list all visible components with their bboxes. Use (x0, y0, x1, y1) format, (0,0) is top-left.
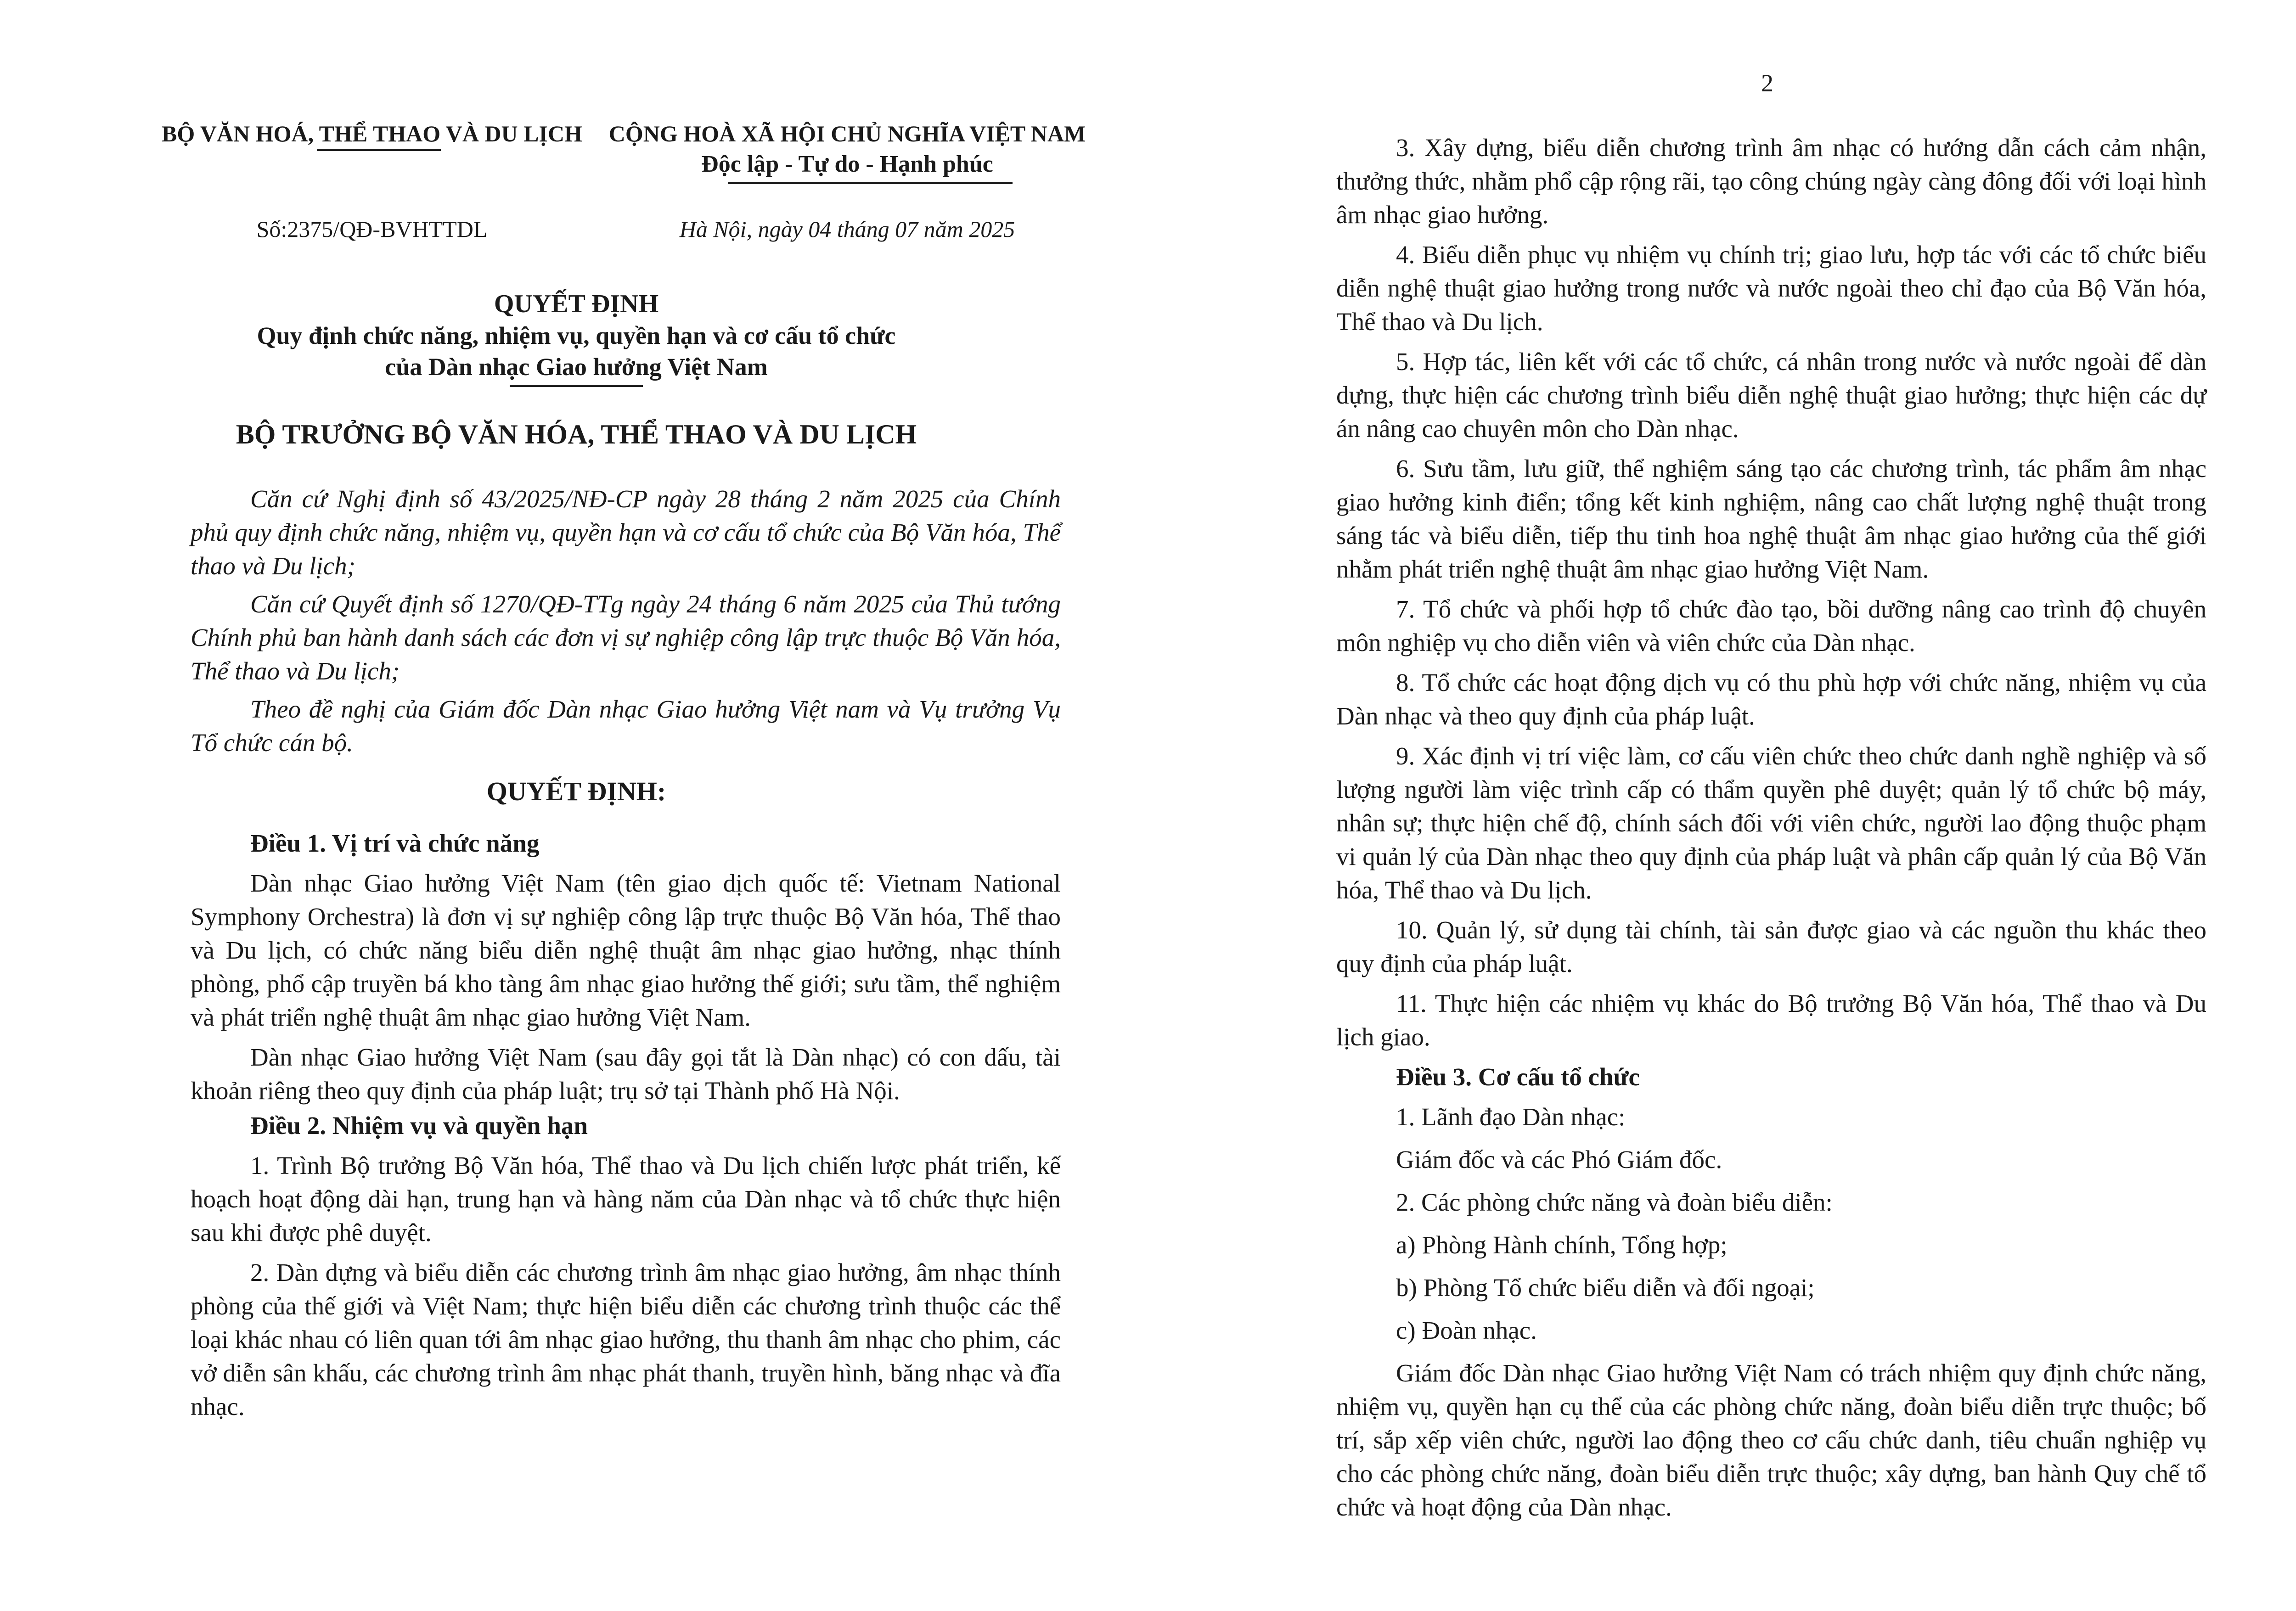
national-motto: Độc lập - Tự do - Hạnh phúc (701, 151, 993, 177)
article-3-line-4: a) Phòng Hành chính, Tổng hợp; (1396, 1231, 1728, 1259)
decision-subtitle-1: Quy định chức năng, nhiệm vụ, quyền hạn và cơ cấu tổ chức (257, 322, 896, 349)
ministry-underline (317, 149, 441, 151)
page-2 (1148, 0, 2296, 1611)
article-3-line-1: 1. Lãnh đạo Dàn nhạc: (1396, 1103, 1626, 1131)
article-2-item-7: 7. Tổ chức và phối hợp tổ chức đào tạo, bồi dưỡng nâng cao trình độ chuyên môn nghiệp vụ cho diễn viên và viên chức của Dàn nhạc. (1336, 595, 2206, 657)
decision-title: QUYẾT ĐỊNH (494, 290, 659, 318)
decision-heading: QUYẾT ĐỊNH: (486, 776, 666, 806)
page-number-2: 2 (1761, 69, 1773, 97)
preamble-basis-2: Căn cứ Quyết định số 1270/QĐ-TTg ngày 24 tháng 6 năm 2025 của Thủ tướng Chính phủ ban hành danh sách các đơn vị sự nghiệp công lập trực thuộc Bộ Văn hóa, Thể thao và Du lịch; (191, 590, 1061, 685)
article-2-item-10: 10. Quản lý, sử dụng tài chính, tài sản được giao và các nguồn thu khác theo quy định của pháp luật. (1336, 916, 2206, 977)
preamble-proposal: Theo đề nghị của Giám đốc Dàn nhạc Giao hưởng Việt nam và Vụ trưởng Vụ Tổ chức cán bộ. (191, 695, 1061, 757)
article-3-line-6: c) Đoàn nhạc. (1396, 1316, 1537, 1344)
preamble-basis-1: Căn cứ Nghị định số 43/2025/NĐ-CP ngày 28 tháng 2 năm 2025 của Chính phủ quy định chức năng, nhiệm vụ, quyền hạn và cơ cấu tổ chức của Bộ Văn hóa, Thể thao và Du lịch; (191, 485, 1061, 580)
article-3-line-2: Giám đốc và các Phó Giám đốc. (1396, 1145, 1722, 1173)
title-underline (510, 385, 643, 387)
article-3-title: Điều 3. Cơ cấu tổ chức (1396, 1063, 1640, 1091)
article-1-title: Điều 1. Vị trí và chức năng (250, 829, 540, 857)
decision-subtitle-2: của Dàn nhạc Giao hưởng Việt Nam (385, 353, 768, 381)
article-2-item-11: 11. Thực hiện các nhiệm vụ khác do Bộ trưởng Bộ Văn hóa, Thể thao và Du lịch giao. (1336, 989, 2206, 1051)
republic-name: CỘNG HOÀ XÃ HỘI CHỦ NGHĨA VIỆT NAM (608, 121, 1086, 146)
article-2-title: Điều 2. Nhiệm vụ và quyền hạn (250, 1111, 588, 1139)
article-2-item-4: 4. Biểu diễn phục vụ nhiệm vụ chính trị; giao lưu, hợp tác với các tổ chức biểu diễn nghệ thuật giao hưởng trong nước và nước ngoài theo chỉ đạo của Bộ Văn hóa, Thể thao và Du lịch. (1336, 241, 2206, 336)
issuing-authority: BỘ TRƯỞNG BỘ VĂN HÓA, THỂ THAO VÀ DU LỊCH (236, 419, 917, 449)
article-3-line-3: 2. Các phòng chức năng và đoàn biểu diễn: (1396, 1188, 1833, 1216)
document-date: Hà Nội, ngày 04 tháng 07 năm 2025 (679, 216, 1015, 242)
article-2-item-5: 5. Hợp tác, liên kết với các tổ chức, cá nhân trong nước và nước ngoài để dàn dựng, thực hiện các chương trình biểu diễn nghệ thuật giao hưởng; thực hiện các dự án nâng cao chuyên môn cho Dàn nhạc. (1336, 348, 2206, 443)
preamble (191, 482, 1061, 759)
motto-underline (728, 182, 1013, 184)
article-2-part-1 (191, 1109, 1061, 1423)
article-2-item-3: 3. Xây dựng, biểu diễn chương trình âm nhạc có hướng dẫn cách cảm nhận, thưởng thức, nhằm phổ cập rộng rãi, tạo công chúng ngày càng đông đối với loại hình âm nhạc giao hưởng. (1336, 134, 2206, 229)
article-1-para-2: Dàn nhạc Giao hưởng Việt Nam (sau đây gọi tắt là Dàn nhạc) có con dấu, tài khoản riêng theo quy định của pháp luật; trụ sở tại Thành phố Hà Nội. (191, 1043, 1061, 1105)
article-3-line-5: b) Phòng Tổ chức biểu diễn và đối ngoại; (1396, 1274, 1815, 1302)
article-2-item-6: 6. Sưu tầm, lưu giữ, thể nghiệm sáng tạo các chương trình, tác phẩm âm nhạc giao hưởng kinh điển; tổng kết kinh nghiệm, nâng cao chất lượng nghệ thuật trong sáng tác và biểu diễn, tiếp thu tinh hoa nghệ thuật âm nhạc giao hưởng của thế giới nhằm phát triển nghệ thuật âm nhạc giao hưởng Việt Nam. (1336, 455, 2206, 583)
article-2-item-9: 9. Xác định vị trí việc làm, cơ cấu viên chức theo chức danh nghề nghiệp và số lượng người làm việc trình cấp có thẩm quyền phê duyệt; quản lý tổ chức bộ máy, nhân sự; thực hiện chế độ, chính sách đối với viên chức, người lao động thuộc phạm vi quản lý của Dàn nhạc theo quy định của pháp luật và phân cấp quản lý của Bộ Văn hóa, Thể thao và Du lịch. (1336, 742, 2206, 904)
document-number: Số:2375/QĐ-BVHTTDL (256, 216, 488, 242)
article-2-item-8: 8. Tổ chức các hoạt động dịch vụ có thu phù hợp với chức năng, nhiệm vụ của Dàn nhạc và theo quy định của pháp luật. (1336, 668, 2206, 730)
article-1-para-1: Dàn nhạc Giao hưởng Việt Nam (tên giao dịch quốc tế: Vietnam National Symphony Orchestra) là đơn vị sự nghiệp công lập trực thuộc Bộ Văn hóa, Thể thao và Du lịch, có chức năng biểu diễn nghệ thuật âm nhạc giao hưởng, nhạc thính phòng, phổ cập truyền bá kho tàng âm nhạc giao hưởng thế giới; sưu tầm, thể nghiệm và phát triển nghệ thuật âm nhạc giao hưởng Việt Nam. (191, 869, 1061, 1031)
article-2-item-2: 2. Dàn dựng và biểu diễn các chương trình âm nhạc giao hưởng, âm nhạc thính phòng của thế giới và Việt Nam; thực hiện biểu diễn các chương trình thuộc các thể loại khác nhau có liên quan tới âm nhạc giao hưởng, thu thanh âm nhạc cho phim, các vở diễn sân khấu, các chương trình âm nhạc phát thanh, truyền hình, băng nhạc và đĩa nhạc. (191, 1258, 1061, 1420)
ministry-name: BỘ VĂN HOÁ, THỂ THAO VÀ DU LỊCH (162, 121, 582, 146)
article-1 (191, 826, 1061, 1114)
article-3-closing: Giám đốc Dàn nhạc Giao hưởng Việt Nam có trách nhiệm quy định chức năng, nhiệm vụ, quyền hạn cụ thể của các phòng chức năng, đoàn biểu diễn trực thuộc; bố trí, sắp xếp viên chức, người lao động theo cơ cấu chức danh, tiêu chuẩn nghiệp vụ cho các phòng chức năng, đoàn biểu diễn trực thuộc; xây dựng, ban hành Quy chế tổ chức và hoạt động của Dàn nhạc. (1336, 1359, 2206, 1521)
article-2-item-1: 1. Trình Bộ trưởng Bộ Văn hóa, Thể thao và Du lịch chiến lược phát triển, kế hoạch hoạt động dài hạn, trung hạn và hàng năm của Dàn nhạc và tổ chức thực hiện sau khi được phê duyệt. (191, 1151, 1061, 1246)
article-2-part-2 (1336, 131, 2206, 1524)
